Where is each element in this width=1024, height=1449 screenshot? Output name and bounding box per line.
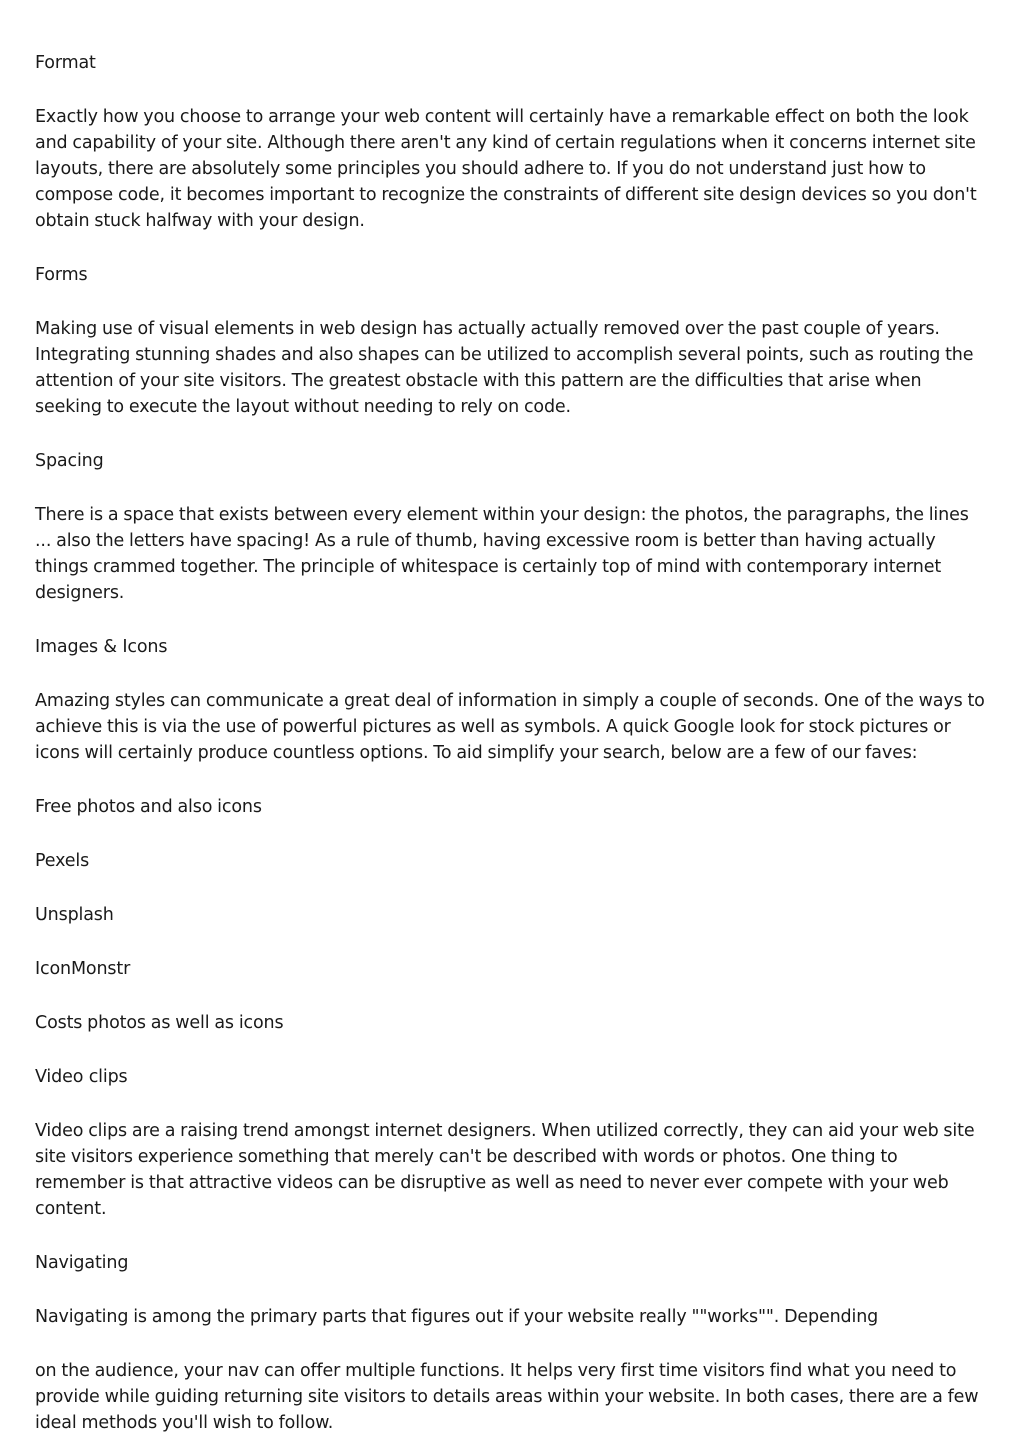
paragraph-navigating-2: on the audience, your nav can offer multiple functions. It helps very first time visitors find what you need to provide while guiding returning site visitors to details areas within your website. In both cases, there are a few ideal methods you'll wish to follow. [35,1361,979,1433]
list-item-free-photos: Free photos and also icons [35,797,262,817]
list-item-costs-photos: Costs photos as well as icons [35,1013,284,1033]
paragraph-format: Exactly how you choose to arrange your web content will certainly have a remarkable effect on both the look and capability of your site. Although there aren't any kind of certain regulations when it concerns internet site layouts, there are absolutely some principles you should adhere to. If you do not understand just how to compose code, it becomes important to recognize the constraints of different site design devices so you don't obtain stuck halfway with your design. [35,107,977,231]
section-heading-format: Format [35,53,96,73]
paragraph-spacing: There is a space that exists between every element within your design: the photos, the paragraphs, the lines ... also the letters have spacing! As a rule of thumb, having excessive room is better than having actually things crammed together. The principle of whitespace is certainly top of mind with contemporary internet designers. [35,505,969,603]
section-heading-navigating: Navigating [35,1253,129,1273]
paragraph-images-icons: Amazing styles can communicate a great deal of information in simply a couple of seconds. One of the ways to achieve this is via the use of powerful pictures as well as symbols. A quick Google look for stock pictures or icons will certainly produce countless options. To aid simplify your search, below are a few of our faves: [35,691,985,763]
paragraph-forms: Making use of visual elements in web design has actually actually removed over the past couple of years. Integrating stunning shades and also shapes can be utilized to accomplish several points, such as routing the attention of your site visitors. The greatest obstacle with this pattern are the difficulties that arise when seeking to execute the layout without needing to rely on code. [35,319,974,417]
list-item-unsplash: Unsplash [35,905,114,925]
list-item-pexels: Pexels [35,851,90,871]
section-heading-spacing: Spacing [35,451,104,471]
section-heading-forms: Forms [35,265,88,285]
paragraph-navigating-1: Navigating is among the primary parts that figures out if your website really ""works"". Depending [35,1307,879,1327]
paragraph-video-clips: Video clips are a raising trend amongst internet designers. When utilized correctly, they can aid your web site site visitors experience something that merely can't be described with words or photos. One thing to remember is that attractive videos can be disruptive as well as need to never ever compete with your web content. [35,1121,975,1219]
section-heading-video-clips: Video clips [35,1067,128,1087]
section-heading-images-icons: Images & Icons [35,637,168,657]
list-item-iconmonstr: IconMonstr [35,959,131,979]
